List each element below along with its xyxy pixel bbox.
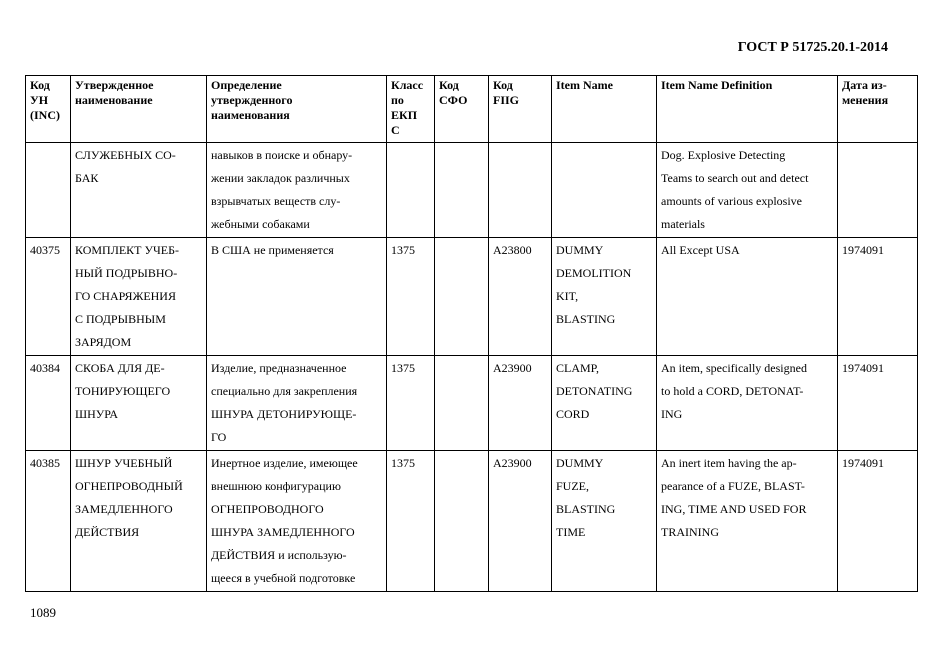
cell-text-line: НЫЙ ПОДРЫВНО- (75, 266, 178, 280)
column-header-line: наименование (75, 93, 153, 107)
cell-change-date (838, 451, 918, 592)
cell-code-fiig (489, 143, 552, 238)
cell-text-line: Изделие, предназначенное (211, 361, 347, 375)
cell-text-line: щееся в учебной подготовке (211, 571, 356, 585)
cell-text-line: 1974091 (842, 243, 884, 257)
table-row (26, 451, 918, 592)
column-header-line: FIIG (493, 93, 520, 107)
page-number: 1089 (30, 605, 56, 620)
cell-code-fiig (489, 356, 552, 451)
cell-text-line: ТОНИРУЮЩЕГО (75, 384, 171, 398)
cell-text-line: специально для закрепления (211, 384, 358, 398)
cell-text-line: A23900 (493, 456, 532, 470)
cell-item-name-definition (657, 451, 838, 592)
cell-text-line: to hold a CORD, DETONAT- (661, 384, 804, 398)
cell-code-sfo (435, 238, 489, 356)
column-header-line: менения (842, 93, 889, 107)
cell-text-line: ШНУРА (75, 407, 119, 421)
cell-approved-name (71, 238, 207, 356)
cell-text-line: DETONATING (556, 384, 633, 398)
column-header-approved-name (71, 76, 207, 143)
cell-class-ekps (387, 143, 435, 238)
cell-item-name-definition (657, 356, 838, 451)
table-row (26, 238, 918, 356)
cell-text-line: ШНУРА ЗАМЕДЛЕННОГО (211, 525, 355, 539)
cell-text-line: В США не применяется (211, 243, 334, 257)
cell-text-line: CLAMP, (556, 361, 600, 375)
cell-text-line: FUZE, (556, 479, 589, 493)
column-header-approved-name-definition (207, 76, 387, 143)
cell-class-ekps (387, 238, 435, 356)
cell-approved-name-definition (207, 143, 387, 238)
cell-text-line: КОМПЛЕКТ УЧЕБ- (75, 243, 180, 257)
cell-text-line: 40375 (30, 243, 60, 257)
column-header-line: (INC) (30, 108, 60, 122)
cell-code-un-inc (26, 238, 71, 356)
cell-approved-name (71, 356, 207, 451)
table-body (26, 143, 918, 592)
cell-item-name-definition (657, 238, 838, 356)
cell-text-line: 1375 (391, 456, 415, 470)
cell-text-line: ДЕЙСТВИЯ и использую- (211, 548, 347, 562)
cell-text-line: An inert item having the ap- (661, 456, 797, 470)
cell-text-line: 40384 (30, 361, 60, 375)
cell-item-name (552, 451, 657, 592)
cell-class-ekps (387, 451, 435, 592)
column-header-line: ЕКП (391, 108, 418, 122)
cell-text-line: Teams to search out and detect (661, 171, 809, 185)
cell-text-line: взрывчатых веществ слу- (211, 194, 341, 208)
cell-text-line: amounts of various explosive (661, 194, 802, 208)
cell-text-line: KIT, (556, 289, 579, 303)
column-header-item-name-definition (657, 76, 838, 143)
classification-table (25, 75, 918, 592)
cell-code-fiig (489, 451, 552, 592)
column-header-code-un-inc (26, 76, 71, 143)
cell-text-line: СЛУЖЕБНЫХ СО- (75, 148, 176, 162)
cell-class-ekps (387, 356, 435, 451)
column-header-line: УН (30, 93, 49, 107)
cell-text-line: 1375 (391, 361, 415, 375)
column-header-line: С (391, 123, 400, 137)
cell-code-un-inc (26, 451, 71, 592)
cell-text-line: жении закладок различных (211, 171, 350, 185)
cell-code-fiig (489, 238, 552, 356)
cell-text-line: ING, TIME AND USED FOR (661, 502, 807, 516)
cell-item-name (552, 238, 657, 356)
cell-approved-name-definition (207, 451, 387, 592)
cell-text-line: жебными собаками (211, 217, 310, 231)
column-header-change-date (838, 76, 918, 143)
cell-text-line: 1974091 (842, 361, 884, 375)
column-header-line: Код (493, 78, 513, 92)
cell-text-line: ГО (211, 430, 227, 444)
cell-text-line: ШНУРА ДЕТОНИРУЮЩЕ- (211, 407, 357, 421)
table-row (26, 143, 918, 238)
cell-text-line: A23800 (493, 243, 532, 257)
cell-text-line: DUMMY (556, 456, 604, 470)
column-header-item-name (552, 76, 657, 143)
column-header-line: Item Name (556, 78, 613, 92)
cell-change-date (838, 356, 918, 451)
cell-text-line: CORD (556, 407, 590, 421)
column-header-line: Дата из- (842, 78, 887, 92)
cell-text-line: All Except USA (661, 243, 740, 257)
cell-code-un-inc (26, 356, 71, 451)
cell-text-line: СКОБА ДЛЯ ДЕ- (75, 361, 165, 375)
cell-text-line: ОГНЕПРОВОДНЫЙ (75, 479, 183, 493)
cell-text-line: pearance of a FUZE, BLAST- (661, 479, 805, 493)
cell-text-line: BLASTING (556, 312, 616, 326)
cell-text-line: ING (661, 407, 683, 421)
column-header-line: Код (439, 78, 459, 92)
cell-text-line: ОГНЕПРОВОДНОГО (211, 502, 324, 516)
cell-text-line: TIME (556, 525, 586, 539)
cell-text-line: 40385 (30, 456, 60, 470)
cell-text-line: БАК (75, 171, 99, 185)
cell-text-line: TRAINING (661, 525, 719, 539)
column-header-line: Определение (211, 78, 282, 92)
cell-change-date (838, 238, 918, 356)
cell-approved-name (71, 143, 207, 238)
document-standard-header: ГОСТ Р 51725.20.1-2014 (737, 40, 888, 55)
cell-text-line: 1974091 (842, 456, 884, 470)
column-header-line: Код (30, 78, 50, 92)
column-header-code-sfo (435, 76, 489, 143)
cell-text-line: ШНУР УЧЕБНЫЙ (75, 456, 173, 470)
cell-text-line: Инертное изделие, имеющее (211, 456, 358, 470)
column-header-line: Класс (391, 78, 424, 92)
cell-text-line: ЗАМЕДЛЕННОГО (75, 502, 173, 516)
cell-text-line: A23900 (493, 361, 532, 375)
cell-item-name (552, 356, 657, 451)
cell-text-line: Dog. Explosive Detecting (661, 148, 786, 162)
cell-text-line: ДЕЙСТВИЯ (75, 525, 140, 539)
cell-text-line: materials (661, 217, 705, 231)
cell-text-line: DEMOLITION (556, 266, 632, 280)
cell-text-line: ГО СНАРЯЖЕНИЯ (75, 289, 176, 303)
table-header-row (26, 76, 918, 143)
cell-code-un-inc (26, 143, 71, 238)
cell-text-line: BLASTING (556, 502, 616, 516)
cell-item-name (552, 143, 657, 238)
column-header-line: СФО (439, 93, 468, 107)
cell-text-line: An item, specifically designed (661, 361, 807, 375)
column-header-line: Утвержденное (75, 78, 154, 92)
cell-text-line: DUMMY (556, 243, 604, 257)
table-row (26, 356, 918, 451)
cell-text-line: навыков в поиске и обнару- (211, 148, 353, 162)
cell-code-sfo (435, 356, 489, 451)
cell-approved-name (71, 451, 207, 592)
cell-code-sfo (435, 143, 489, 238)
column-header-line: утвержденного (211, 93, 293, 107)
column-header-class-ekps (387, 76, 435, 143)
cell-approved-name-definition (207, 356, 387, 451)
column-header-line: наименования (211, 108, 290, 122)
cell-text-line: 1375 (391, 243, 415, 257)
column-header-line: Item Name Definition (661, 78, 773, 92)
cell-text-line: ЗАРЯДОМ (75, 335, 132, 349)
cell-code-sfo (435, 451, 489, 592)
cell-change-date (838, 143, 918, 238)
cell-approved-name-definition (207, 238, 387, 356)
column-header-code-fiig (489, 76, 552, 143)
column-header-line: по (391, 93, 404, 107)
cell-text-line: С ПОДРЫВНЫМ (75, 312, 166, 326)
cell-text-line: внешнюю конфигурацию (211, 479, 341, 493)
cell-item-name-definition (657, 143, 838, 238)
